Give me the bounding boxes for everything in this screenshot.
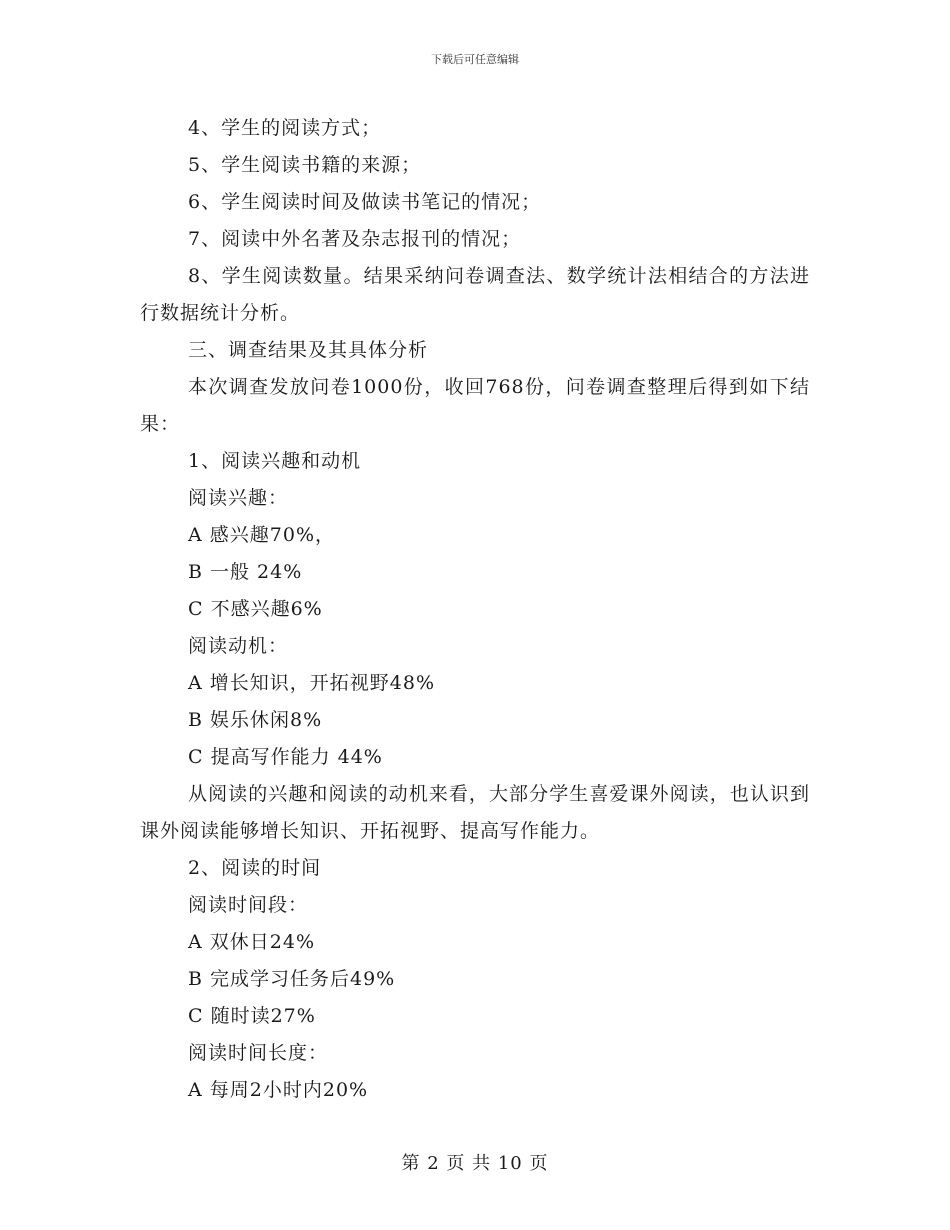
- option-interest-c: C 不感兴趣6%: [188, 598, 323, 620]
- option-period-a: A 双休日24%: [188, 931, 315, 953]
- page-header: 下载后可任意编辑: [431, 53, 519, 66]
- list-item-classics-magazines: 7、阅读中外名著及杂志报刊的情况；: [188, 228, 522, 250]
- page-footer: 第 2 页 共 10 页: [401, 1153, 549, 1174]
- option-length-a: A 每周2小时内20%: [188, 1079, 369, 1101]
- option-interest-a: A 感兴趣70%，: [188, 524, 335, 546]
- option-motivation-b: B 娱乐休闲8%: [188, 709, 323, 731]
- subsection-heading-reading-time: 2、阅读的时间: [188, 857, 322, 879]
- label-time-period: 阅读时间段：: [188, 894, 309, 916]
- option-motivation-a: A 增长知识，开拓视野48%: [188, 672, 435, 694]
- label-reading-motivation: 阅读动机：: [188, 635, 289, 657]
- option-period-c: C 随时读27%: [188, 1005, 316, 1027]
- option-motivation-c: C 提高写作能力 44%: [188, 746, 383, 768]
- document-body: [140, 110, 810, 1109]
- list-item-reading-time-notes: 6、学生阅读时间及做读书笔记的情况；: [188, 191, 542, 213]
- analysis-paragraph: 从阅读的兴趣和阅读的动机来看，大部分学生喜爱课外阅读，也认识到课外阅读能够增长知识、开拓视野、提高写作能力。: [140, 783, 810, 842]
- list-item-reading-quantity: 8、学生阅读数量。结果采纳问卷调查法、数学统计法相结合的方法进行数据统计分析。: [140, 265, 810, 324]
- list-item-reading-method: 4、学生的阅读方式；: [188, 117, 382, 139]
- survey-summary: 本次调查发放问卷1000份，收回768份，问卷调查整理后得到如下结果：: [140, 376, 810, 435]
- section-heading-results: 三、调查结果及其具体分析: [188, 339, 429, 361]
- label-reading-interest: 阅读兴趣：: [188, 487, 289, 509]
- option-interest-b: B 一般 24%: [188, 561, 303, 583]
- list-item-book-source: 5、学生阅读书籍的来源；: [188, 154, 422, 176]
- subsection-heading-interest-motivation: 1、阅读兴趣和动机: [188, 450, 362, 472]
- label-time-length: 阅读时间长度：: [188, 1042, 329, 1064]
- option-period-b: B 完成学习任务后49%: [188, 968, 396, 990]
